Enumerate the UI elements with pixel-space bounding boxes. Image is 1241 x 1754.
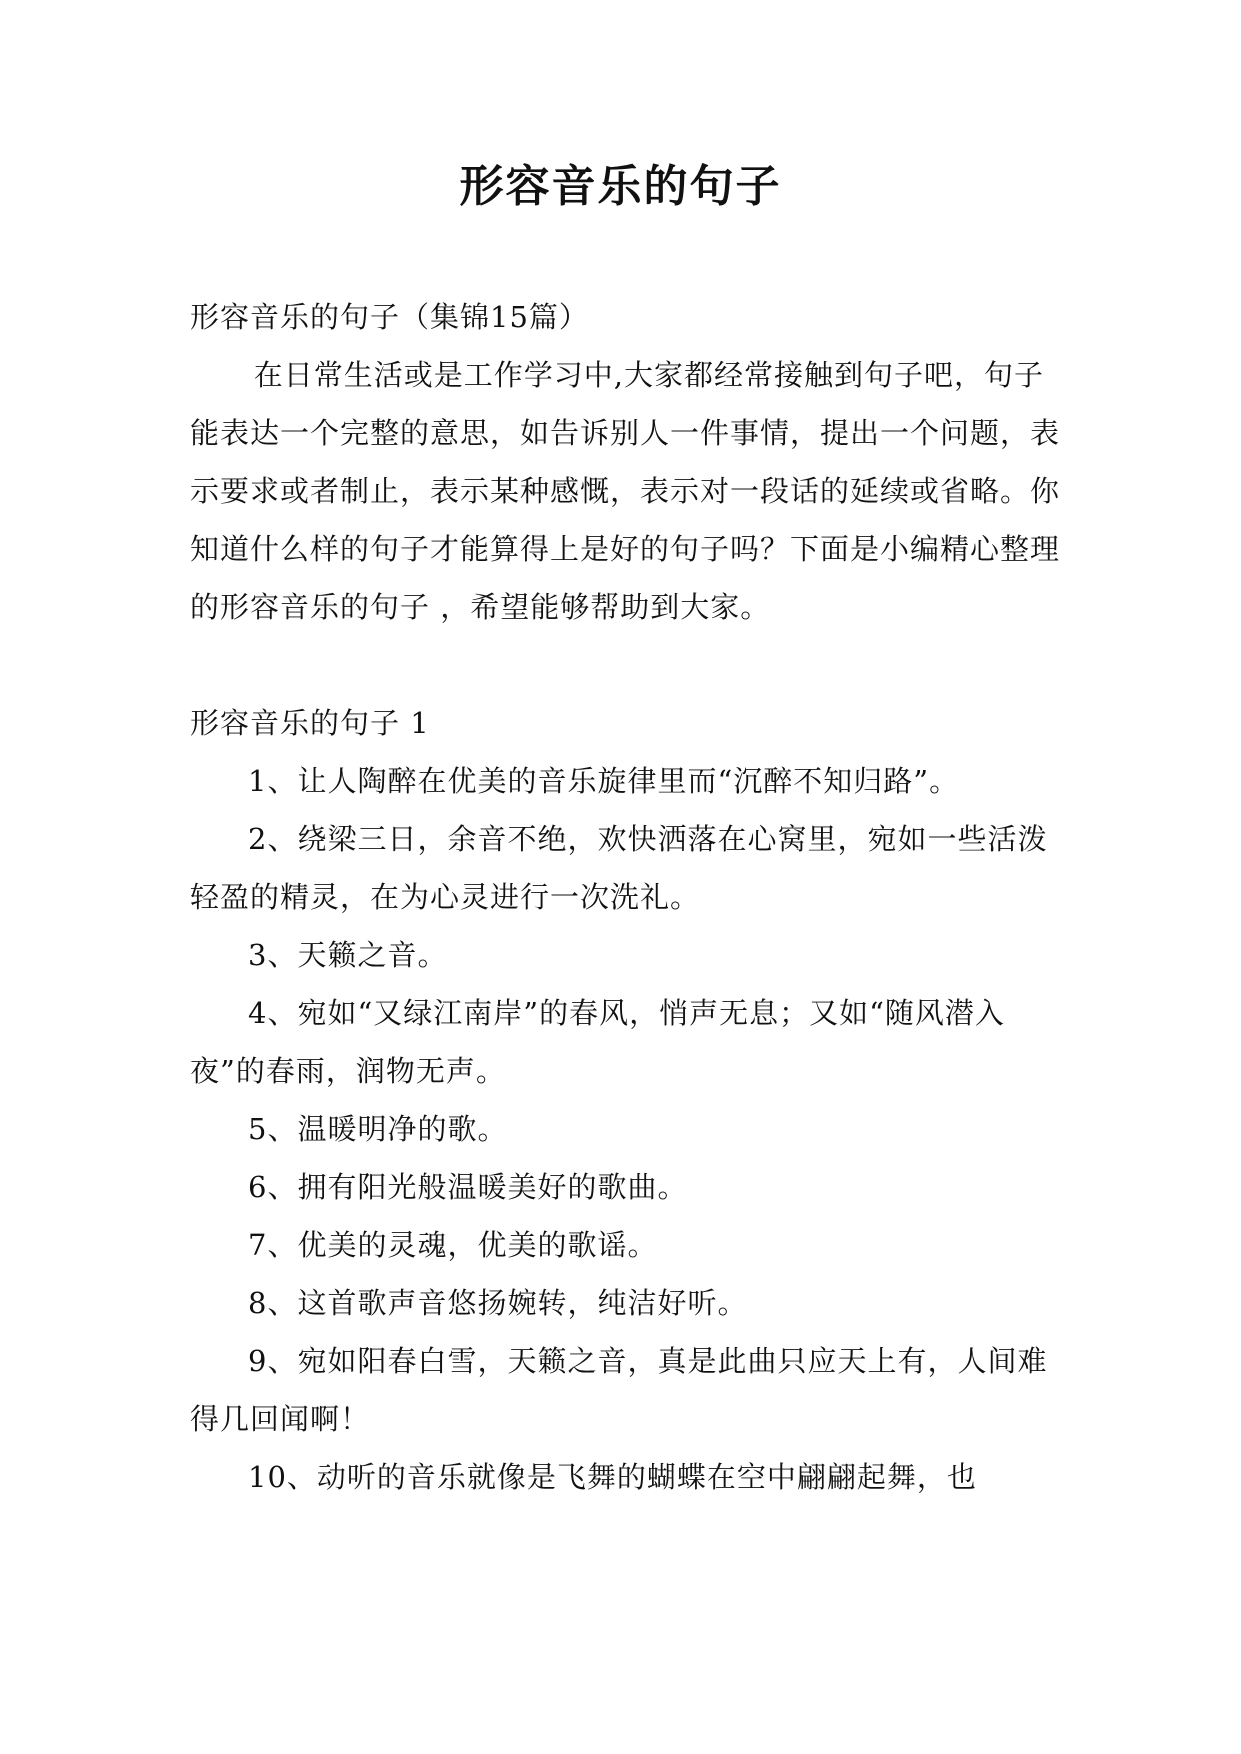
list-item: 6、拥有阳光般温暖美好的歌曲。 (248, 1170, 688, 1204)
list-item: 10、动听的音乐就像是飞舞的蝴蝶在空中翩翩起舞，也 (248, 1460, 977, 1494)
list-item: 3、天籁之音。 (248, 938, 448, 972)
list-item: 8、这首歌声音悠扬婉转，纯洁好听。 (248, 1286, 748, 1320)
list-item: 1、让人陶醉在优美的音乐旋律里而“沉醉不知归路”。 (248, 764, 960, 798)
section-heading: 形容音乐的句子 1 (190, 706, 430, 740)
list-item: 9、宛如阳春白雪，天籁之音，真是此曲只应天上有，人间难得几回闻啊！ (190, 1344, 1048, 1436)
list-item: 4、宛如“又绿江南岸”的春风，悄声无息；又如“随风潜入夜”的春雨，润物无声。 (190, 996, 1005, 1088)
document-body (190, 288, 1060, 1506)
intro-paragraph: 在日常生活或是工作学习中,大家都经常接触到句子吧，句子能表达一个完整的意思，如告诉别人一件事情，提出一个问题，表示要求或者制止，表示某种感慨，表示对一段话的延续或省略。你知道什么样的句子才能算得上是好的句子吗？下面是小编精心整理的形容音乐的句子 ，希望能够帮助到大家。 (190, 358, 1061, 624)
list-item: 5、温暖明净的歌。 (248, 1112, 508, 1146)
subtitle: 形容音乐的句子（集锦15篇） (190, 300, 589, 334)
list-item: 7、优美的灵魂，优美的歌谣。 (248, 1228, 658, 1262)
list-item: 2、绕梁三日，余音不绝，欢快洒落在心窝里，宛如一些活泼轻盈的精灵，在为心灵进行一次洗礼。 (190, 822, 1048, 914)
section-spacer (190, 636, 1060, 694)
page-title: 形容音乐的句子 (459, 161, 782, 212)
